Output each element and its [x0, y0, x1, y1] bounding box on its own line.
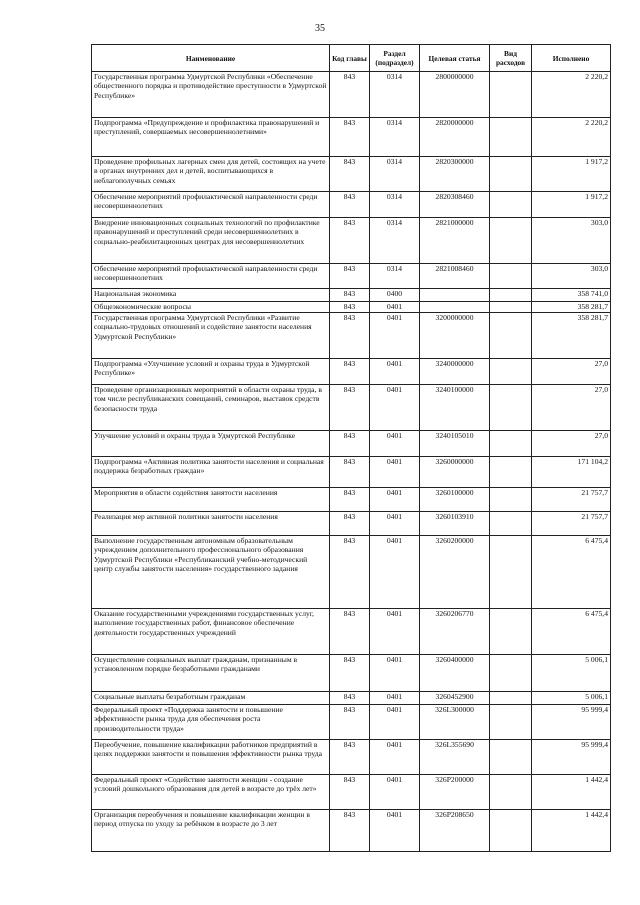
row-section: 0400 — [370, 289, 420, 302]
row-code: 843 — [330, 192, 370, 218]
row-done: 2 220,2 — [532, 118, 611, 157]
row-code: 843 — [330, 313, 370, 359]
row-code: 843 — [330, 705, 370, 740]
row-target: 3260452900 — [420, 692, 490, 705]
row-code: 843 — [330, 157, 370, 192]
header-section: Раздел (подраздел) — [370, 45, 420, 72]
table-row — [92, 692, 611, 705]
row-section: 0401 — [370, 609, 420, 655]
row-section: 0314 — [370, 118, 420, 157]
row-name: Улучшение условий и охраны труда в Удмуртской Республике — [92, 431, 330, 457]
row-code: 843 — [330, 289, 370, 302]
table-row — [92, 157, 611, 192]
row-done: 358 281,7 — [532, 302, 611, 313]
row-done: 27,0 — [532, 385, 611, 431]
row-name: Осуществление социальных выплат гражданам, признанным в установленном порядке безработными гражданами — [92, 655, 330, 692]
row-kind — [490, 157, 532, 192]
table-row — [92, 218, 611, 264]
table-row — [92, 302, 611, 313]
row-code: 843 — [330, 302, 370, 313]
row-done: 303,0 — [532, 264, 611, 289]
row-done: 1 917,2 — [532, 192, 611, 218]
row-code: 843 — [330, 218, 370, 264]
row-target: 326P208650 — [420, 810, 490, 852]
row-section: 0401 — [370, 457, 420, 488]
row-target — [420, 302, 490, 313]
table-row — [92, 385, 611, 431]
row-name: Реализация мер активной политики занятости населения — [92, 512, 330, 536]
row-code: 843 — [330, 431, 370, 457]
row-section: 0314 — [370, 72, 420, 118]
row-name: Национальная экономика — [92, 289, 330, 302]
table-row — [92, 457, 611, 488]
row-name: Государственная программа Удмуртской Республики «Развитие социально-трудовых отношений и содействие занятости населения Удмуртской Республики» — [92, 313, 330, 359]
row-kind — [490, 740, 532, 775]
table-row — [92, 289, 611, 302]
table-row — [92, 192, 611, 218]
row-target: 3240100000 — [420, 385, 490, 431]
row-kind — [490, 359, 532, 385]
row-name: Подпрограмма «Активная политика занятости населения и социальная поддержка безработных граждан» — [92, 457, 330, 488]
table-row — [92, 705, 611, 740]
row-code: 843 — [330, 385, 370, 431]
row-done: 21 757,7 — [532, 512, 611, 536]
row-done: 2 220,2 — [532, 72, 611, 118]
row-target: 326P200000 — [420, 775, 490, 810]
header-done: Исполнено — [532, 45, 611, 72]
row-done: 358 281,7 — [532, 313, 611, 359]
row-name: Проведение организационных мероприятий в области охраны труда, в том числе республиканских совещаний, семинаров, выставок средств безопасности труда — [92, 385, 330, 431]
row-target: 2821008460 — [420, 264, 490, 289]
row-code: 843 — [330, 359, 370, 385]
row-target: 3260103910 — [420, 512, 490, 536]
table-row — [92, 536, 611, 609]
row-done: 21 757,7 — [532, 488, 611, 512]
header-kind: Вид расходов — [490, 45, 532, 72]
table-row — [92, 118, 611, 157]
row-section: 0401 — [370, 431, 420, 457]
row-name: Федеральный проект «Содействие занятости женщин - создание условий дошкольного образования для детей в возрасте до трёх лет» — [92, 775, 330, 810]
row-section: 0401 — [370, 512, 420, 536]
row-target: 2820300000 — [420, 157, 490, 192]
row-done: 171 104,2 — [532, 457, 611, 488]
row-kind — [490, 192, 532, 218]
row-name: Социальные выплаты безработным гражданам — [92, 692, 330, 705]
row-code: 843 — [330, 536, 370, 609]
row-section: 0314 — [370, 218, 420, 264]
row-target: 3200000000 — [420, 313, 490, 359]
row-target: 2820308460 — [420, 192, 490, 218]
row-code: 843 — [330, 118, 370, 157]
row-section: 0401 — [370, 775, 420, 810]
table-row — [92, 775, 611, 810]
row-section: 0401 — [370, 740, 420, 775]
row-done: 1 917,2 — [532, 157, 611, 192]
table-row — [92, 655, 611, 692]
row-section: 0401 — [370, 655, 420, 692]
row-target — [420, 289, 490, 302]
row-done: 6 475,4 — [532, 609, 611, 655]
row-code: 843 — [330, 72, 370, 118]
row-kind — [490, 302, 532, 313]
row-done: 5 006,1 — [532, 655, 611, 692]
row-name: Проведение профильных лагерных смен для детей, состоящих на учете в органах внутренних дел и детей, воспитывающихся в неблагополучных семьях — [92, 157, 330, 192]
table-row — [92, 740, 611, 775]
row-code: 843 — [330, 740, 370, 775]
row-code: 843 — [330, 775, 370, 810]
row-section: 0401 — [370, 705, 420, 740]
row-target: 3260200000 — [420, 536, 490, 609]
row-name: Мероприятия в области содействия занятости населения — [92, 488, 330, 512]
row-kind — [490, 609, 532, 655]
table-row — [92, 72, 611, 118]
row-name: Подпрограмма «Предупреждение и профилактика правонарушений и преступлений, совершаемых несовершеннолетними» — [92, 118, 330, 157]
row-done: 1 442,4 — [532, 775, 611, 810]
header-target: Целевая статья — [420, 45, 490, 72]
row-name: Общеэкономические вопросы — [92, 302, 330, 313]
row-name: Государственная программа Удмуртской Республики «Обеспечение общественного порядка и противодействие преступности в Удмуртской Республике» — [92, 72, 330, 118]
row-name: Внедрение инновационных социальных технологий по профилактике правонарушений и преступлений среди несовершеннолетних в социально-реабилитационных центрах для несовершеннолетних — [92, 218, 330, 264]
table-row — [92, 264, 611, 289]
row-target: 326L355690 — [420, 740, 490, 775]
row-kind — [490, 775, 532, 810]
row-target: 2820000000 — [420, 118, 490, 157]
row-kind — [490, 218, 532, 264]
row-kind — [490, 536, 532, 609]
table-row — [92, 488, 611, 512]
table-row — [92, 431, 611, 457]
row-name: Подпрограмма «Улучшение условий и охраны труда в Удмуртской Республике» — [92, 359, 330, 385]
row-kind — [490, 457, 532, 488]
row-section: 0401 — [370, 488, 420, 512]
row-done: 1 442,4 — [532, 810, 611, 852]
page-number: 35 — [315, 23, 325, 34]
row-section: 0314 — [370, 264, 420, 289]
header-code: Код главы — [330, 45, 370, 72]
row-code: 843 — [330, 264, 370, 289]
row-target: 3260100000 — [420, 488, 490, 512]
row-target: 326L300000 — [420, 705, 490, 740]
row-done: 95 999,4 — [532, 705, 611, 740]
row-target: 3260000000 — [420, 457, 490, 488]
row-name: Обеспечение мероприятий профилактической направленности среди несовершеннолетних — [92, 264, 330, 289]
row-kind — [490, 488, 532, 512]
row-code: 843 — [330, 655, 370, 692]
row-done: 95 999,4 — [532, 740, 611, 775]
row-name: Федеральный проект «Поддержка занятости и повышение эффективности рынка труда для обеспечения роста производительности труда» — [92, 705, 330, 740]
row-kind — [490, 264, 532, 289]
row-section: 0401 — [370, 359, 420, 385]
row-code: 843 — [330, 810, 370, 852]
row-section: 0401 — [370, 692, 420, 705]
row-code: 843 — [330, 457, 370, 488]
row-done: 27,0 — [532, 431, 611, 457]
table-row — [92, 313, 611, 359]
row-target: 3240000000 — [420, 359, 490, 385]
row-kind — [490, 72, 532, 118]
row-kind — [490, 655, 532, 692]
row-code: 843 — [330, 692, 370, 705]
row-target: 3260400000 — [420, 655, 490, 692]
header-name: Наименование — [92, 45, 330, 72]
row-done: 5 006,1 — [532, 692, 611, 705]
table-row — [92, 512, 611, 536]
table-row — [92, 359, 611, 385]
row-section: 0401 — [370, 536, 420, 609]
row-kind — [490, 705, 532, 740]
row-target: 3240105010 — [420, 431, 490, 457]
row-code: 843 — [330, 609, 370, 655]
row-name: Выполнение государственным автономным образовательным учреждением дополнительного профессионального образования Удмуртской Республики «Республиканский учебно-методический центр службы занятости населения» государственного задания — [92, 536, 330, 609]
row-target: 2821000000 — [420, 218, 490, 264]
row-done: 358 741,0 — [532, 289, 611, 302]
row-kind — [490, 810, 532, 852]
row-kind — [490, 512, 532, 536]
table-header-row — [92, 45, 611, 72]
row-section: 0314 — [370, 157, 420, 192]
budget-table — [91, 44, 611, 852]
row-kind — [490, 431, 532, 457]
row-section: 0401 — [370, 385, 420, 431]
row-code: 843 — [330, 512, 370, 536]
row-section: 0401 — [370, 313, 420, 359]
row-target: 3260206770 — [420, 609, 490, 655]
table-row — [92, 609, 611, 655]
row-kind — [490, 313, 532, 359]
row-name: Обеспечение мероприятий профилактической направленности среди несовершеннолетних — [92, 192, 330, 218]
row-section: 0314 — [370, 192, 420, 218]
row-name: Оказание государственными учреждениями государственных услуг, выполнение государственных работ, финансовое обеспечение деятельности государственных учреждений — [92, 609, 330, 655]
row-section: 0401 — [370, 302, 420, 313]
row-name: Переобучение, повышение квалификации работников предприятий в целях поддержки занятости и повышения эффективности рынка труда — [92, 740, 330, 775]
row-done: 6 475,4 — [532, 536, 611, 609]
row-done: 303,0 — [532, 218, 611, 264]
row-section: 0401 — [370, 810, 420, 852]
row-kind — [490, 289, 532, 302]
row-name: Организация переобучения и повышение квалификации женщин в период отпуска по уходу за ребёнком в возрасте до 3 лет — [92, 810, 330, 852]
row-kind — [490, 118, 532, 157]
table-row — [92, 810, 611, 852]
row-kind — [490, 692, 532, 705]
row-kind — [490, 385, 532, 431]
row-code: 843 — [330, 488, 370, 512]
row-target: 2800000000 — [420, 72, 490, 118]
row-done: 27,0 — [532, 359, 611, 385]
